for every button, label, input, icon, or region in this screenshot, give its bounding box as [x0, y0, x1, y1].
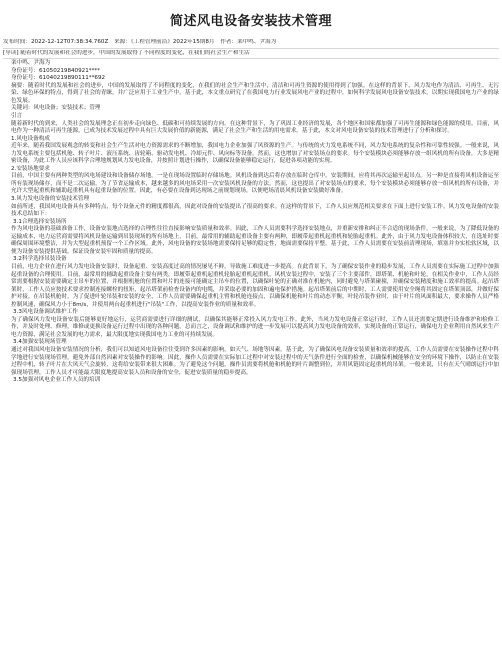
id-number-1: 身份证号：61050219840921**** — [11, 67, 100, 74]
source-link[interactable]: 来源：《工程管理前沿》2022年15期8月 — [114, 39, 215, 45]
paragraph-3-3: 为了确保风力发电设备安装后能够更好地运行，运营商需要进行详细的测试，以确保其能够正常投入风力发电工作。此外，当风力发电设备正常运行时，工作人员还需要定期进行设备维护和检修工作，并及时处理、修理，维修或更换设备运行过程中出现的各种问题。总而言之，设备调试和维护的进一步发展可以提高风力发电设备的效率，实现设备的正常运行，确保电力企业利用自然风来生产电力资源，满足社会发展的电力需求，最大限度地实现我国电力工业的可持续发展。 — [11, 316, 499, 338]
author-line: 作者：栾中鸣、尹海为 — [220, 39, 277, 45]
subsection-heading-3-5: 3.5加强对风电企业工作人员的培训 — [13, 377, 101, 384]
section-heading-3: 3.风力发电设备的安装技术管理 — [11, 196, 90, 203]
subsection-heading-3-4: 3.4加强安装现场管理 — [13, 339, 67, 346]
paragraph-3-4: 通过对我国风电设备安装情况的分析，我们可以知道风电设备往往受到许多因素的影响，如天气、场地等因素。基于此，为了确保风电设备安装质量和效率的提高，工作人员需要在安装操作过程中科学地进行安装现场管理，避免外部自然因素对安装操作的影响。因此，操作人员需要在实际加工过程中对安装过程中的天气条件进行全面的检查，以确保机械能够在安全的环境下操作，以防止在安装过程中机，转子叶片在大风天气会旋转，这将给安装带来很大困难。为了避免这个问题，操作员需要将机舱和机舱的叶片调整到位，并用风链固定起重机的吊架。一般来说，只有在天气晴朗运行中加强现场管理，工作人员才可能最大限度地提高安装人员和设备的安全，促进安装质量的稳步提高。 — [11, 346, 499, 376]
section-heading-1: 1.风电设备构成 — [11, 135, 50, 142]
section-heading-2: 2.安装场地要求 — [11, 165, 50, 172]
subsection-heading-3-1: 3.1合理选择安装场所 — [13, 218, 67, 225]
article-guide: [导读] 随着时代的发展和社会的进步，中国的发展取得了不同程度的变化，在我们的社会生产和生活 — [3, 50, 499, 60]
author-names: 栾中鸣、尹海为 — [11, 60, 51, 67]
article-body — [3, 60, 499, 385]
page-title: 简述风电设备安装技术管理 — [169, 14, 332, 29]
section-heading-intro: 引言 — [11, 113, 23, 120]
publish-time: 发布时间：2022-12-12T07:38:34.760Z — [3, 39, 109, 45]
paragraph-2: 目前，中国主要有两种类型的风电场建设和设备储存场地。一是在现场设置临时存储场地。风机设备到达后将存放在临时仓库中。安装期间，应将其再次运输至起吊点。另一种是直接将风机设备运至所有装现场储存，而不是二次运输。为了节省运输成本，越来越多的风电场采用一次安装风机设备的方法。然而，这也提出了对安装场点的要求，每个安装模块必须能够存放一组风机的所有设备，并允许大型起重机和辅助起重机具有起重设备的位置。因此，有必要在设备到达现场之前规划现场，以便吧场清晨风机设备安装做好准备。 — [11, 173, 499, 195]
abstract: 摘要：随着时代的发展和社会的进步，中国的发展取得了不同程度的变化，在我们的社会生产和生活中，清洁和可再生资源的使用得到了加强。在这样的背景下，风力发电作为清洁、可再生、无污染、绿色环保的特点，得到了社会的青睐，并广泛应用于工业生产中。基于此，本文重点研究了在我国电力行业发展风电产业的过程中，如何科学发展风电设备安装技术，以期实现我国电力产业的绿色发展。 — [11, 82, 499, 104]
intro-paragraph: 随着新时代的到来，人类社会的发展理念正在初步走向绿色、低碳和可持续发展的方向。在这种背景下，为了巩固工业经济的发展，各个地区和国家都加强了可再生能源和绿色能源的使用。目前，风电作为一种清洁可再生能源，已成为技术发展过程中具有巨大发展价值的新能源，满足了社会生产和生活的用电需求。基于此，本文对风电设备安装的技术管理进行了分析和探讨。 — [11, 120, 499, 135]
keywords: 关键词：风电设备；安装技术；管理 — [11, 105, 101, 112]
paragraph-3-2: 目前，电力企业在进行风力发电设备安装时，设备起重、安装高度过高的情况屡见不鲜，导致施工难度进一步提高。在此背景下，为了确保安装作业的稳步发展，工作人员需要在实际施工过程中加强起重设备的合理使用。目前，最常用的辅助起重设备主要有两类，即履带起重机起重机轮胎起重机起重机。风机安装过程中，安装了三个主要部件，即塔架、机舱和叶轮。在相关作业中，工作人员经常需要根据安装需要确定主吊车的位置，并根据机舱的位置和叶片的连接可能确定主吊车的位置，以确保叶轮的正确对准在机舱内，同时避免与塔架碰撞，并确保安装精度和施工效率的提高。起吊塔架时，工作人员应按技术要求控制连接螺栓的扭矩，起吊塔架前检查设备内的电缆，并采取必要的加固和遍电保护措施。起吊塔架前后的中期时，工人需要使用安全绳将其固定在塔架顶部，并做好保护对接。在吊装机舱时，为了促进叶轮吊装和安装的安全，工作人员需要确保起重机主臂和机舱连接点，以确保机舱和叶片的动态平衡。叶轮吊装作业时，由于叶片的风面积最大，要求操作人员严格控制风速，确保风力小于8m/s，并使用两台起重机进行"吊装"工作，以提高安装作业的质量和效率。 — [11, 263, 499, 308]
paragraph-3-1: 作为风电设备的基础准备工作，设备安装地点选择的合理性往往直接影响安装质量和效率。因此，工作人员需要科学选择安装地点，并重新安排和纠正不合适的现场条件。一般来说，为了降低设备的运输成本，电力运营商需要将风机设备运输到吊装现场的所有场地上，目前，最常用的辅助起重设备主要有两种，即履带起重机起重机和轮胎起重机。此外，由于风力发电设备体积较大，在选址时要确保周围环境整洁，并为大型起重机预留一个工作区域。此外，风电设备的安装场地需要保持足够的稳定性，地面需要保持平整。基于此，工作人员需要在安装前清理现场，填塞并夯实松软区域，以便为设备安装提供基础，保证设备安装牢固和质量的提高。 — [11, 226, 499, 255]
article-meta — [3, 39, 499, 49]
paragraph-3: 如前所述，我国风电设备具有多种特点，每个设备元件的精度都很高，因此对设备的安装提出了很高的要求。在这样的背景下，工作人员应规范相关要求在下面上进行安装工作。风力发电设备的安装技术总结如下： — [11, 203, 499, 218]
subsection-heading-3-3: 3.3风电设备调试维护工作 — [13, 309, 78, 316]
paragraph-1: 近年来，随着我国发展观念的转变和社会生产生活对电力资源需求的不断增加，我国电力企业加强了风资源的生产。与传统的火力发电系统不同，风力发电系统的复杂性和可靠性较强。一般来说，风力发电系统主要包括机舱、转子叶片、液压系统、齿轮箱、驱动发电机、冷却元件、风向标等设备。然而，这也增加了对安装场点的要求。每个安装模块必须能够存放一组风机的所有设备，大多是精密设备，为此工作人员应该科学合理地规划风力发电设备，并按照计划进行操作，以确保设备能够稳定运行，促进各项功能的实现。 — [11, 143, 499, 165]
id-number-2: 身份证号：61040219890111**692 — [11, 75, 106, 82]
subsection-heading-3-2: 3.2科学选择吊装设备 — [13, 256, 67, 263]
